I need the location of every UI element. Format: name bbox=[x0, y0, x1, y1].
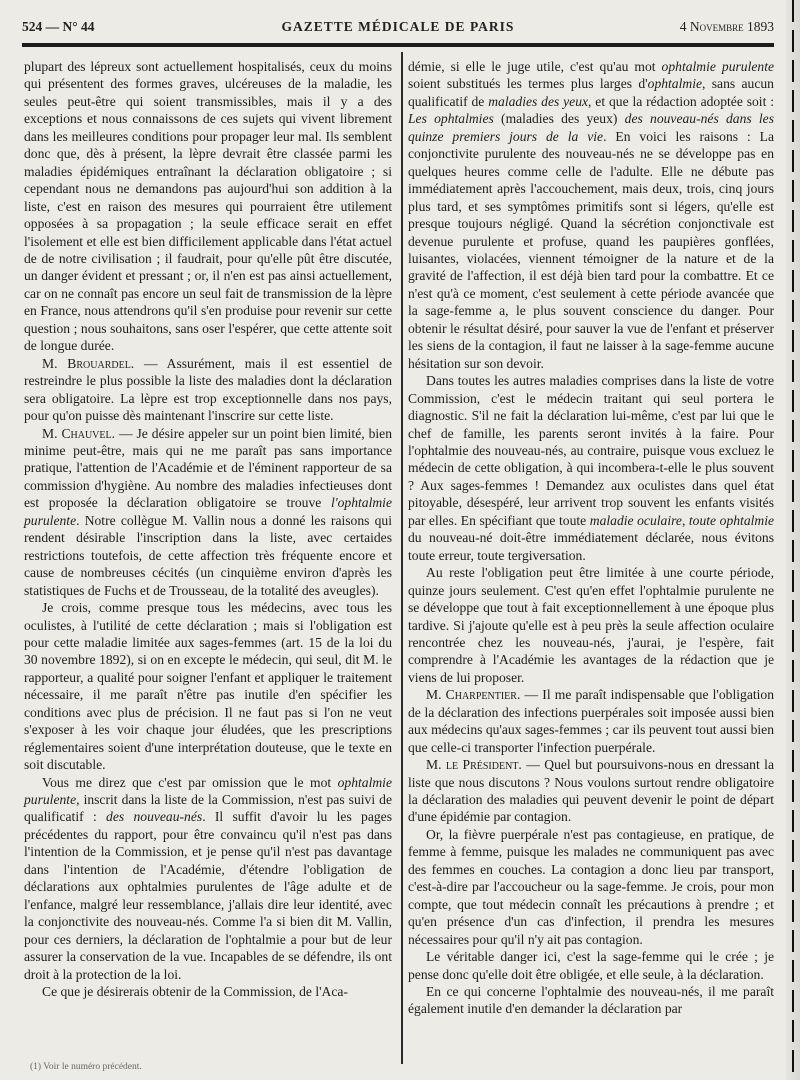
paragraph: Au reste l'obligation peut être limitée à une courte période, quinze jours seulement. C'est qu'en effet l'ophtalmie purulente ne se développe que tout à fait exceptionnellement à une époque plus tardive. Si j'ajoute qu'elle est à peu près la seule affection oculaire rencontrée chez les nouveau-nés, j'aurai, je l'espère, fait comprendre à l'Académie les avantages de la rédaction que je viens de lui proposer. bbox=[408, 565, 774, 685]
emphasis: maladies des yeux bbox=[488, 93, 589, 109]
speech-text: . Notre collègue M. Vallin nous a donné les raisons qui rendent désirable l'inscription dans la liste, avec certaides restrictions toutefois, de cette affection très fréquente encore et cause de nombreuses cécités (un cinquième environ d'après les statistiques de Fuchs et de Trousseau, de la totalité des aveugles). bbox=[24, 512, 392, 598]
paragraph bbox=[408, 58, 774, 372]
paragraph bbox=[408, 756, 774, 826]
column-divider bbox=[401, 52, 403, 1064]
paragraph: Le véritable danger ici, c'est la sage-femme qui le crée ; je pense donc qu'elle doit être obligée, et elle seule, à la déclaration. bbox=[408, 949, 774, 982]
emphasis: l'ophtalmie purulente bbox=[24, 495, 392, 528]
speech-text: — Je désire appeler sur un point bien limité, bien minime peut-être, mais qui ne me paraît pas sans importance pratique, l'attention de l'Académie et de l'éminent rapporteur de sa commission d'hygiène. Au nombre des maladies infectieuses dont est proposée la déclaration obligatoire se trouve bbox=[24, 425, 392, 511]
emphasis: des nouveau-nés bbox=[106, 809, 203, 825]
speech-text: — Quel but poursuivons-nous en dressant la liste que nous discutons ? Nous voulons surtout rendre obligatoire la déclaration des maladies qui peuvent devenir le point de départ d'une épidémie par contagion. bbox=[408, 757, 774, 825]
speaker-name: M. Chauvel. bbox=[42, 425, 116, 441]
paragraph bbox=[408, 372, 774, 564]
paragraph bbox=[24, 774, 392, 983]
text: démie, si elle le juge utile, c'est qu'au mot bbox=[408, 59, 662, 74]
page-header bbox=[22, 19, 774, 37]
date-day: 4 bbox=[679, 19, 687, 34]
emphasis: des nouveau-nés dans les quinze premiers jours de la vie bbox=[408, 111, 774, 144]
footnote: (1) Voir le numéro précédent. bbox=[30, 1062, 142, 1072]
text: . En voici les raisons : La conjonctivite purulente des nouveau-nés ne se développe pas en quelques heures comme celle de l'adulte. Elle ne débute pas immédiatement après l'accouchement, mais deux, trois, cinq jours plus tard, et ses symptômes primitifs sont si légers, qu'elle est presque toujours négligé. Quand la sécrétion conjonctivale est devenue purulente et profuse, quand les paupières gonflées, luisantes, violacées, viennent témoigner de la nature et de la gravité de l'affection, il est déjà bien tard pour la combattre. Et ce n'est qu'à ce moment, c'est seulement à cette période avancée que la sage-femme a, le plus souvent conscience du danger. Pour obtenir le résultat désiré, pour sauver la vue de l'enfant et préserver les siens de la contagion, il faut ne laisser à la sage-femme aucune hésitation sur son devoir. bbox=[408, 128, 774, 371]
speaker-name: M. Brouardel. bbox=[42, 355, 135, 371]
emphasis: ophtalmie bbox=[647, 76, 703, 92]
issue-date bbox=[680, 19, 774, 35]
header-rule bbox=[22, 43, 774, 47]
emphasis: Les ophtalmies bbox=[408, 111, 494, 127]
paragraph: Or, la fièvre puerpérale n'est pas contagieuse, en pratique, de femme à femme, puisque les malades ne communiquent pas avec des femmes en couches. La contagion a donc lieu par transport, c'est-à-dire par l'accoucheur ou la sage-femme. Je crois, pour mon compte, que tout médecin connaît les précautions à prendre ; et qu'en présence d'un cas d'infection, il prendra les mesures nécessaires pour qu'il n'y ait pas contagion. bbox=[408, 826, 774, 947]
journal-title: GAZETTE MÉDICALE DE PARIS bbox=[281, 19, 515, 34]
text: , sans aucun qualificatif de bbox=[408, 76, 774, 109]
emphasis: ophtalmie purulente bbox=[661, 59, 774, 74]
emphasis: maladie oculaire bbox=[589, 512, 682, 528]
text: du nouveau-né doit-être immédiatement déclarée, nous évitons toute erreur, toute tergiversation. bbox=[408, 530, 774, 563]
text: soient substitués les termes plus larges d' bbox=[408, 76, 648, 92]
page-edge-binding bbox=[786, 0, 800, 1080]
text: , bbox=[681, 512, 689, 528]
text: Vous me direz que c'est par omission que le mot bbox=[42, 774, 338, 790]
speaker-name: M. le Président. bbox=[426, 757, 522, 773]
text: . Il suffit d'avoir lu les pages précédentes du rapport, pour être convaincu qu'il n'est pas dans l'intention de la Commission, et je pense qu'il n'est pas davantage dans l'intention de l'Académie, d'étendre l'obligation de déclarations aux ophtalmies purulentes de l'âge adulte et de l'enfance, malgré leur ressemblance, j'allais dire leur identité, avec la conjonctivite des nouveau-nés. Comme l'a si bien dit M. Vallin, pour ces derniers, la déclaration de l'ophtalmie a pour but de leur assurer la conservation de la vue. Incapables de se défendre, ils ont droit à la protection de la loi. bbox=[24, 809, 393, 982]
paragraph bbox=[408, 686, 774, 756]
page-number: 524 — N° 44 bbox=[22, 19, 95, 34]
speech-text: — Il me paraît indispensable que l'obligation de la déclaration des infections puerpérales soit imposée aussi bien aux médecins qu'aux sages-femmes ; car ils peuvent tout aussi bien que celle-ci transporter l'infection puerpérale. bbox=[408, 687, 774, 755]
speaker-name: M. Charpentier. bbox=[426, 687, 521, 703]
text: (maladies des yeux) bbox=[493, 111, 625, 127]
text: Dans toutes les autres maladies comprises dans la liste de votre Commission, c'est le médecin traitant qui seul portera le diagnostic. S'il ne fait la déclaration lui-même, c'est par lui que le chef de famille, les parents seront invités à la faire. Pour l'ophtalmie des nouveau-nés, au contraire, puisque vous excluez le médecin de cette obligation, à qui incombera-t-elle le plus souvent ? Aux sages-femmes ! Demandez aux oculistes dans quel état pitoyable, désespéré, leur arrivent trop souvent les enfants visités par elles. En spécifiant que toute bbox=[408, 373, 774, 528]
text: , et que la rédaction adoptée soit : bbox=[588, 93, 775, 109]
date-year: 1893 bbox=[747, 19, 774, 34]
paragraph: Ce que je désirerais obtenir de la Commission, de l'Aca- bbox=[42, 984, 348, 1000]
speech-text: — Assurément, mais il est essentiel de restreindre le plus possible la liste des maladies dont la déclaration sera obligatoire. La lèpre est trop exceptionnelle dans nos pays, pour qu'on puisse dès maintenant l'inscrire sur cette liste. bbox=[24, 355, 392, 424]
paragraph bbox=[24, 355, 392, 425]
paragraph: En ce qui concerne l'ophtalmie des nouveau-nés, il me paraît également inutile d'en demander la déclaration par bbox=[408, 984, 774, 1017]
paragraph bbox=[24, 425, 392, 600]
paragraph: plupart des lépreux sont actuellement hospitalisés, ceux du moins qui présentent des formes graves, ulcéreuses de la maladie, les seules peut-être qui soient transmissibles, mais il y a des exceptions et nous connaissons de ces sujets qui vivent librement dans les meilleures conditions pour propager leur mal. Ils semblent donc que, dès à présent, la lèpre devrait être classée parmi les maladies épidémiques entraînant la déclaration obligatoire ; si cependant nous ne demandons pas aujourd'hui son addition à la liste, c'est en raison des mesures qui pourraient être utilement opposées à sa propagation ; la seule efficace serait en effet l'isolement et elle est bien difficilement applicable dans l'état actuel de de notre civilisation ; il faudrait, pour qu'elle pût être discutée, un danger évident et pressant ; or, il n'en est pas ainsi actuellement, car on ne connaît pas encore un seul fait de transmission de la lèpre en France, nous attendrons qu'il s'en produise pour revenir sur cette question ; nous souhaitons, sans oser l'espérer, que cette attente soit de longue durée. bbox=[24, 59, 392, 354]
emphasis: toute ophtalmie bbox=[688, 512, 775, 528]
left-column bbox=[24, 58, 392, 1000]
date-month: Novembre bbox=[689, 19, 744, 34]
right-column bbox=[408, 58, 774, 1018]
text: , inscrit dans la liste de la Commission, n'est pas suivi de qualificatif : bbox=[24, 792, 392, 825]
paragraph: Je crois, comme presque tous les médecins, avec tous les oculistes, à l'utilité de cette déclaration ; mais si l'obligation est pour cette maladie limitée aux sages-femmes (art. 15 de la loi du 30 novembre 1892), si on en excepte le médecin, qui seul, dit M. le rapporteur, a qualité pour soigner l'enfant et appliquer le traitement nécessaire, il me paraît n'être pas inutile d'en spécifier les conditions avec plus de précision. Il ne faut pas si l'on ne veut s'exposer à les voir chaque jour éludées, que les prescriptions réglementaires soient d'une interprétation douteuse, que le texte en soit discutable. bbox=[24, 600, 392, 773]
emphasis: ophtalmie purulente bbox=[24, 774, 392, 808]
